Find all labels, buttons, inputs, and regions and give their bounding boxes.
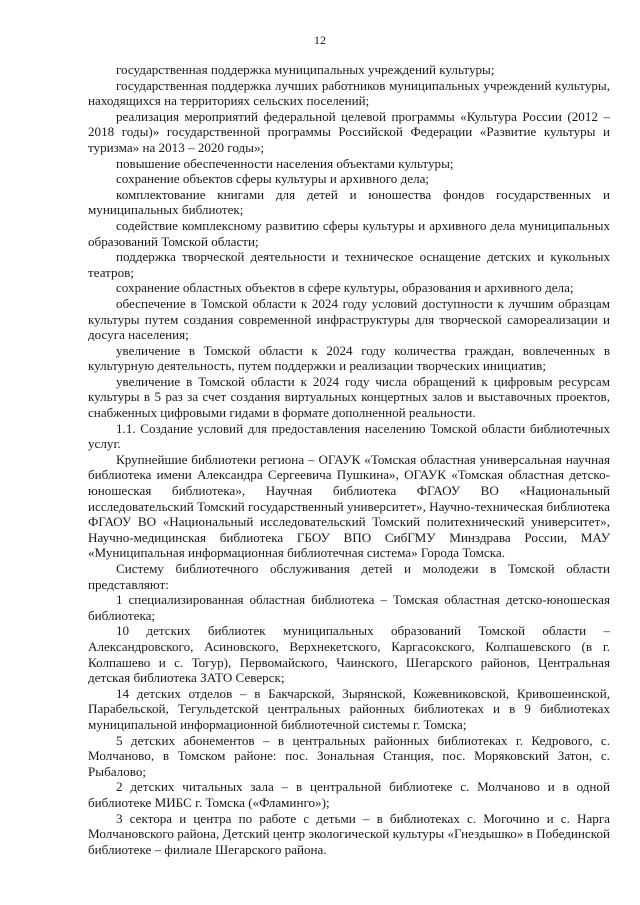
- page-number: 12: [314, 33, 326, 47]
- paragraph-20: 2 детских читальных зала – в центральной библиотеке с. Молчаново и в одной библиотеке МИБС г. Томска («Фламинго»);: [88, 779, 610, 810]
- paragraph-11: увеличение в Томской области к 2024 году количества граждан, вовлеченных в культурную деятельность, путем поддержки и реализации творческих инициатив;: [88, 342, 610, 374]
- section-heading: 1.1. Создание условий для предоставления населению Томской области библиотечных услуг.: [88, 420, 610, 452]
- paragraph-15: Систему библиотечного обслуживания детей и молодежи в Томской области представляют:: [88, 561, 610, 592]
- paragraph-18: 14 детских отделов – в Бакчарской, Зырянской, Кожевниковской, Кривошеинской, Парабельской, Тегульдетской центральных районных библиотеках и в 9 библиотеках муниципальной информационной библиотечной системы г. Томска;: [88, 685, 610, 732]
- paragraph-14: Крупнейшие библиотеки региона – ОГАУК «Томская областная универсальная научная библиотека имени Александра Сергеевича Пушкина», ОГАУК «Томская областная детско-юношеская библиотека», Научная библиотека ФГАОУ ВО «Национальный исследовательский Томский государственный университет», Научно-техническая библиотека ФГАОУ ВО «Национальный исследовательский Томский политехнический университет», Научно-медицинская библиотека ГБОУ ВПО СибГМУ Минздрава России, МАУ «Муниципальная информационная библиотечная система» Города Томска.: [88, 451, 610, 561]
- paragraph-16: 1 специализированная областная библиотека – Томская областная детско-юношеская библиотека;: [88, 592, 610, 623]
- paragraph-12: увеличение в Томской области к 2024 году числа обращений к цифровым ресурсам культуры в 5 раз за счет создания виртуальных концертных залов и выставочных проектов, снабженных цифровыми гидами в формате дополненной реальности.: [88, 373, 610, 421]
- paragraph-8: поддержка творческой деятельности и техническое оснащение детских и кукольных театров;: [88, 249, 610, 280]
- paragraph-2: государственная поддержка лучших работников муниципальных учреждений культуры, находящихся на территориях сельских поселений;: [88, 77, 610, 109]
- paragraph-6: комплектование книгами для детей и юношества фондов государственных и муниципальных библиотек;: [88, 186, 610, 218]
- paragraph-3: реализация мероприятий федеральной целевой программы «Культура России (2012 – 2018 годы)» государственной программы Российской Федерации «Развитие культуры и туризма» на 2013 – 2020 годы»;: [88, 108, 610, 155]
- paragraph-4: повышение обеспеченности населения объектами культуры;: [116, 155, 454, 171]
- paragraph-10: обеспечение в Томской области к 2024 году условий доступности к лучшим образцам культуры путем создания современной инфраструктуры для творческой самореализации и досуга населения;: [88, 295, 610, 343]
- paragraph-21: 3 сектора и центра по работе с детьми – в библиотеках с. Могочино и с. Нарга Молчановского района, Детский центр экологической культуры «Гнездышко» в Побединской библиотеке – филиале Шегарского района.: [88, 810, 610, 857]
- paragraph-5: сохранение объектов сферы культуры и архивного дела;: [116, 171, 430, 187]
- paragraph-1: государственная поддержка муниципальных учреждений культуры;: [116, 62, 495, 77]
- paragraph-17: 10 детских библиотек муниципальных образований Томской области – Александровского, Асиновского, Верхнекетского, Каргасокского, Колпашевского (в г. Колпашево и с. Тогур), Первомайского, Чаинского, Шегарского районов, Центральная детская библиотека ЗАТО Северск;: [88, 623, 610, 686]
- paragraph-19: 5 детских абонементов – в центральных районных библиотеках г. Кедрового, с. Молчаново, в Томском районе: пос. Зональная Станция, пос. Моряковский Затон, с. Рыбалово;: [88, 732, 610, 779]
- paragraph-9: сохранение областных объектов в сфере культуры, образования и архивного дела;: [116, 280, 574, 296]
- paragraph-7: содействие комплексному развитию сферы культуры и архивного дела муниципальных образований Томской области;: [88, 217, 610, 249]
- body-text: [88, 62, 610, 857]
